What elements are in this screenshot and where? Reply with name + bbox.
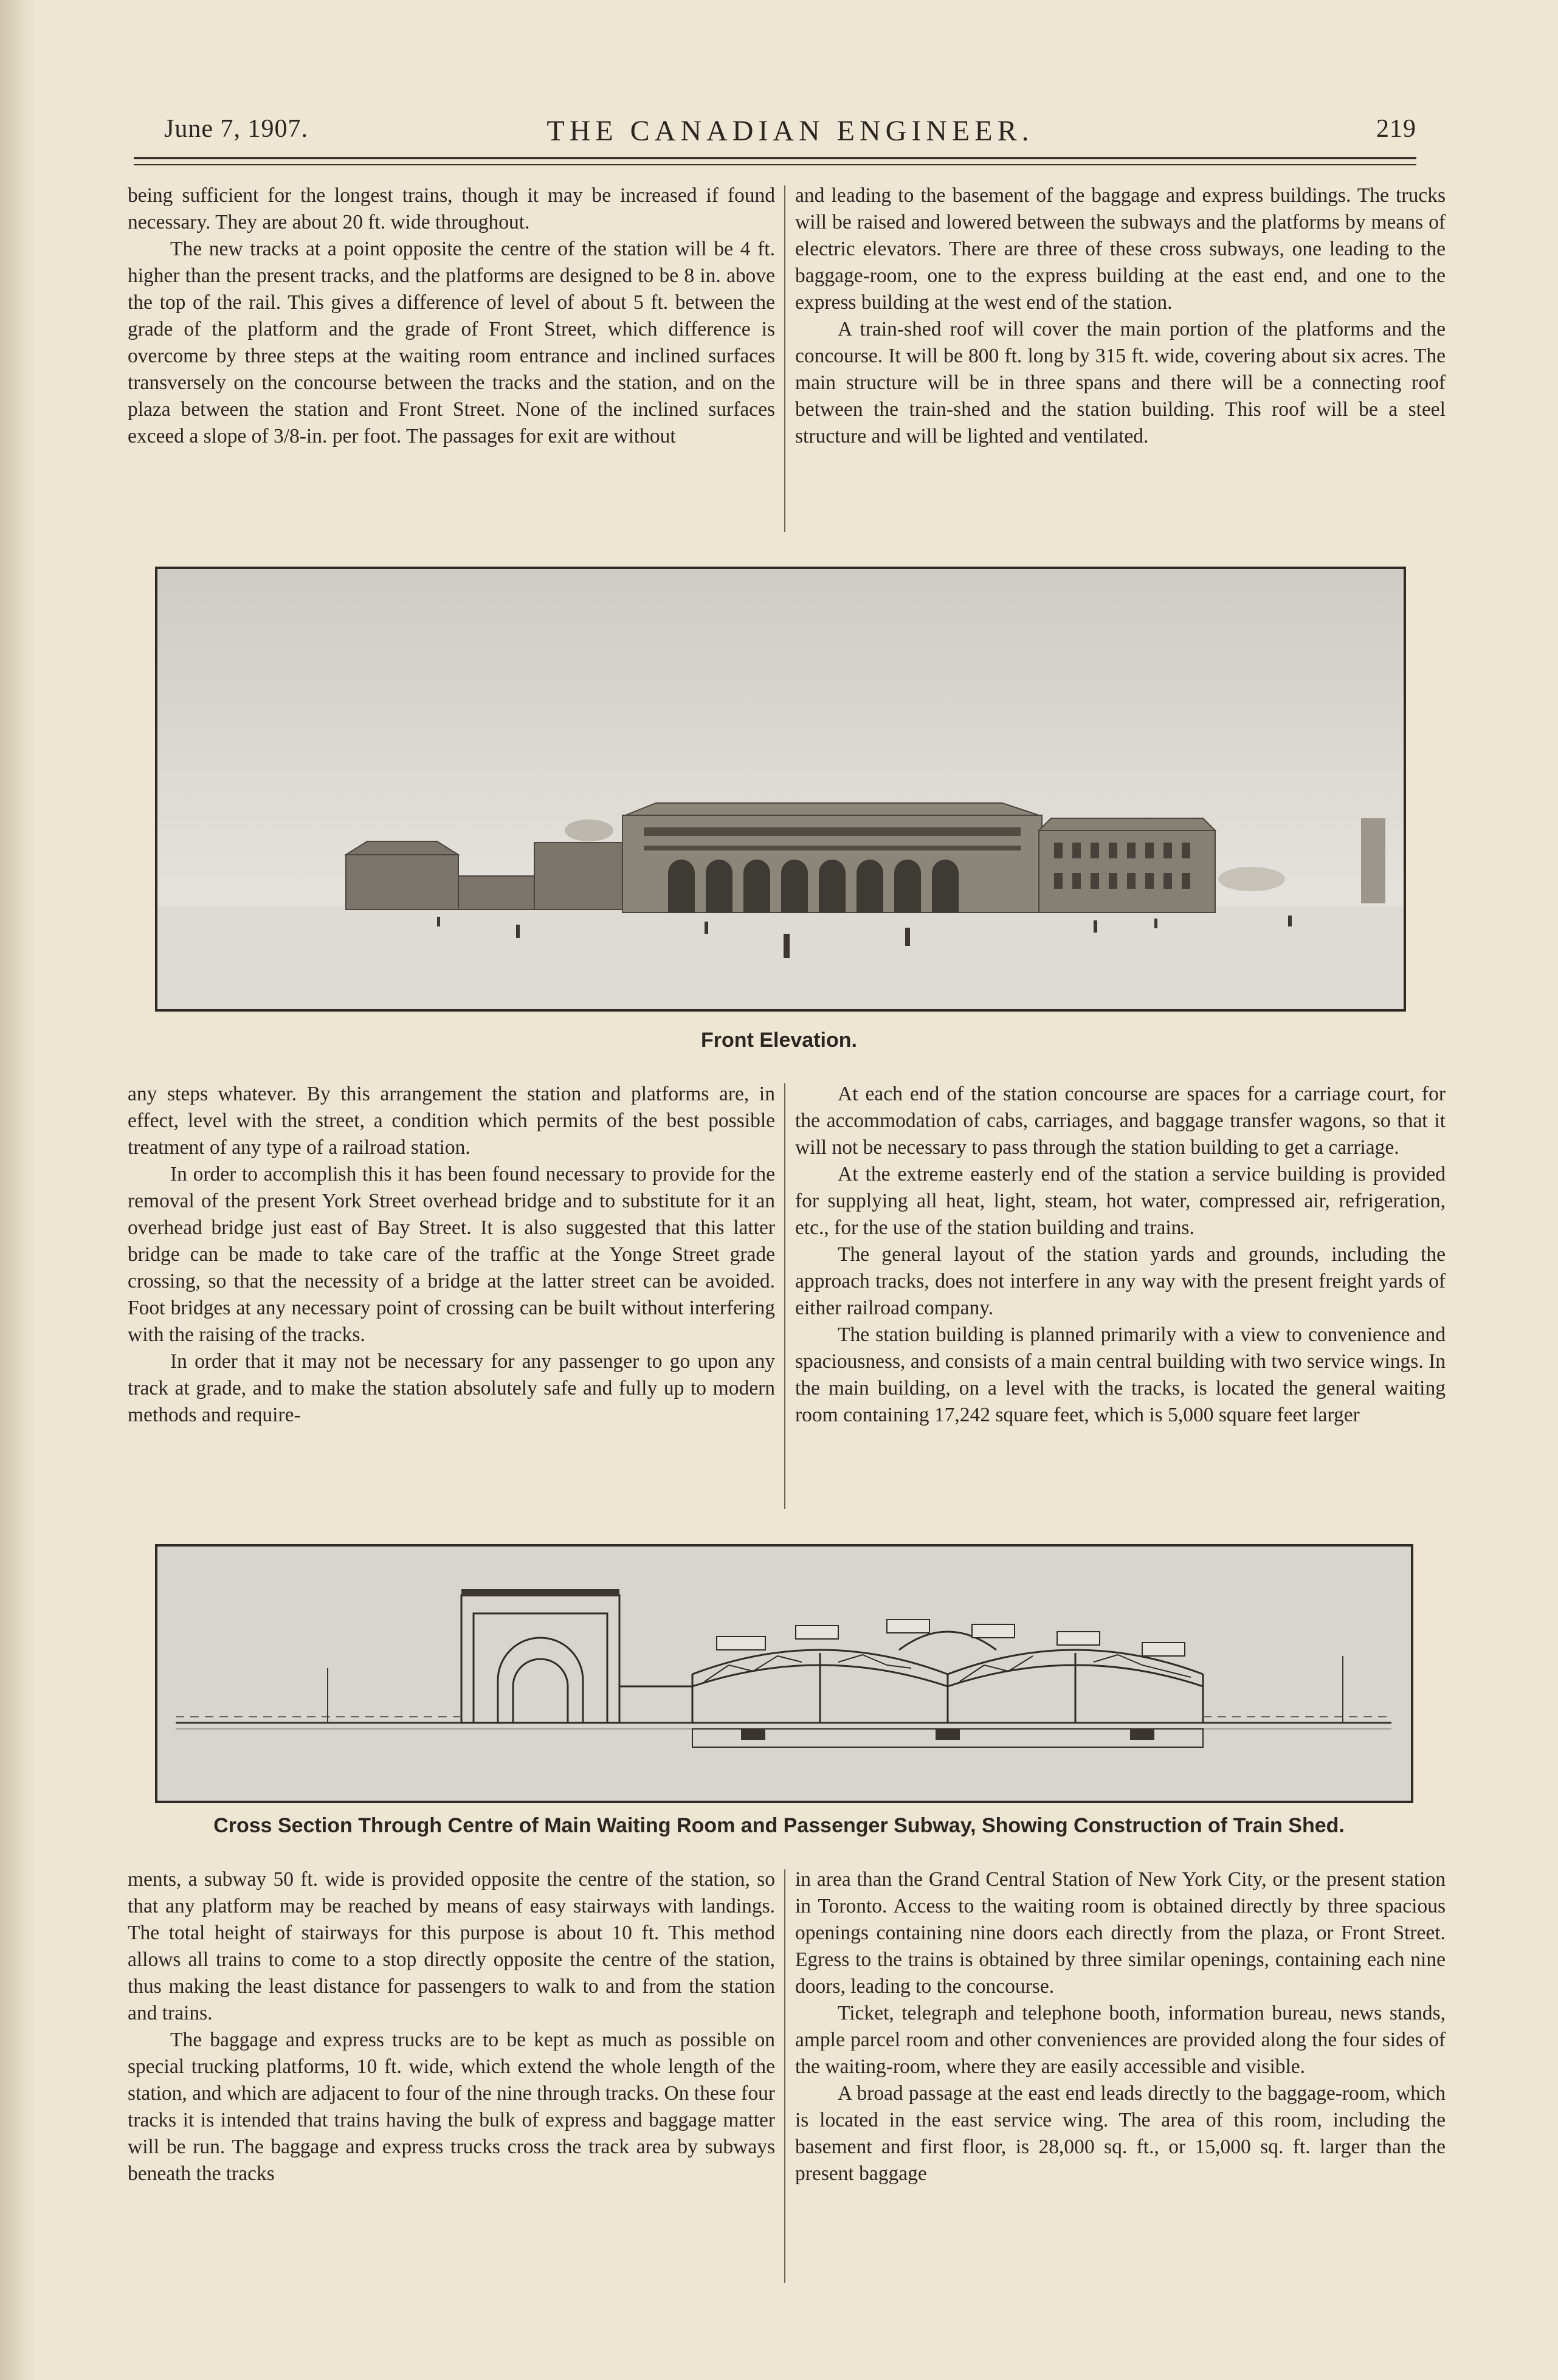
top-left-column	[128, 182, 775, 450]
header-rule	[134, 157, 1416, 159]
page-number: 219	[1376, 115, 1416, 143]
header-rule-thin	[134, 164, 1416, 165]
column-divider	[784, 1869, 785, 2283]
front-elevation-figure	[155, 567, 1406, 1012]
paragraph: At the extreme easterly end of the station a service building is provided for supplying all heat, light, steam, hot water, compressed air, refrigeration, etc., for the use of the station building and trains.	[795, 1163, 1446, 1239]
cross-section-caption: Cross Section Through Centre of Main Waiting Room and Passenger Subway, Showing Construction of Train Shed.	[213, 1814, 1345, 1837]
paragraph: ments, a subway 50 ft. wide is provided opposite the centre of the station, so that any platform may be reached by means of easy stairways with landings. The total height of stairways for this purpose is about 10 ft. This method allows all trains to come to a stop directly opposite the centre of the station, thus making the least distance for passengers to walk to and from the station and trains.	[128, 1868, 775, 2024]
paragraph: in area than the Grand Central Station of New York City, or the present station in Toronto. Access to the waiting room is obtained directly by three spacious openings containing nine doors each directly from the plaza, or Front Street. Egress to the trains is obtained by three similar openings, containing each nine doors, leading to the concourse.	[795, 1868, 1446, 1998]
paragraph: The new tracks at a point opposite the centre of the station will be 4 ft. higher than the present tracks, and the platforms are designed to be 8 in. above the top of the rail. This gives a difference of level of about 5 ft. between the grade of the platform and the grade of Front Street, which difference is overcome by three steps at the waiting room entrance and inclined surfaces transversely on the concourse between the tracks and the station, and on the plaza between the station and Front Street. None of the inclined surfaces exceed a slope of 3/8-in. per foot. The passages for exit are without	[128, 238, 775, 447]
paragraph: Ticket, telegraph and telephone booth, information bureau, news stands, ample parcel room and other conveniences are provided along the four sides of the waiting-room, where they are easily accessible and visible.	[795, 2002, 1446, 2078]
bottom-right-column	[795, 1866, 1446, 2187]
page-binding-edge	[0, 0, 36, 2380]
paragraph: The general layout of the station yards and grounds, including the approach tracks, does not interfere in any way with the present freight yards of either railroad company.	[795, 1243, 1446, 1319]
middle-left-column	[128, 1081, 775, 1429]
paragraph: At each end of the station concourse are spaces for a carriage court, for the accommodation of cabs, carriages, and baggage transfer wagons, so that it will not be necessary to pass through the station building to get a carriage.	[795, 1083, 1446, 1159]
paragraph: The station building is planned primarily with a view to convenience and spaciousness, and consists of a main central building with two service wings. In the main building, on a level with the tracks, is located the general waiting room containing 17,242 square feet, which is 5,000 square feet larger	[795, 1323, 1446, 1426]
column-divider	[784, 185, 785, 532]
paragraph: In order to accomplish this it has been found necessary to provide for the removal of the present York Street overhead bridge and to substitute for it an overhead bridge just east of Bay Street. It is also suggested that this latter bridge can be made to take care of the traffic at the Yonge Street grade crossing, so that the necessity of a bridge at the latter street can be avoided. Foot bridges at any necessary point of crossing can be built without interfering with the raising of the tracks.	[128, 1163, 775, 1346]
paragraph: In order that it may not be necessary for any passenger to go upon any track at grade, and to make the station absolutely safe and fully up to modern methods and require-	[128, 1350, 775, 1426]
paragraph: and leading to the basement of the baggage and express buildings. The trucks will be raised and lowered between the subways and the platforms by means of electric elevators. There are three of these cross subways, one leading to the baggage-room, one to the express building at the east end, and one to the express building at the west end of the station.	[795, 184, 1446, 314]
cross-section-drawing	[157, 1547, 1411, 1801]
middle-right-column	[795, 1081, 1446, 1429]
paragraph: A broad passage at the east end leads directly to the baggage-room, which is located in the east service wing. The area of this room, including the basement and first floor, is 28,000 sq. ft., or 15,000 sq. ft. larger than the present baggage	[795, 2082, 1446, 2185]
cross-section-figure	[155, 1544, 1413, 1803]
journal-title: THE CANADIAN ENGINEER.	[546, 115, 1034, 147]
paragraph: any steps whatever. By this arrangement the station and platforms are, in effect, level with the street, a condition which permits of the best possible treatment of any type of a railroad station.	[128, 1083, 775, 1159]
issue-date: June 7, 1907.	[164, 115, 308, 143]
column-divider	[784, 1083, 785, 1509]
front-elevation-caption: Front Elevation.	[701, 1029, 857, 1052]
top-right-column	[795, 182, 1446, 450]
front-elevation-drawing	[157, 569, 1404, 1009]
paragraph: The baggage and express trucks are to be kept as much as possible on special trucking platforms, 10 ft. wide, which extend the whole length of the station, and which are adjacent to four of the nine through tracks. On these four tracks it is intended that trains having the bulk of express and baggage matter will be run. The baggage and express trucks cross the track area by subways beneath the tracks	[128, 2029, 775, 2185]
paragraph: A train-shed roof will cover the main portion of the platforms and the concourse. It will be 800 ft. long by 315 ft. wide, covering about six acres. The main structure will be in three spans and there will be a connecting roof between the train-shed and the station building. This roof will be a steel structure and will be lighted and ventilated.	[795, 318, 1446, 447]
bottom-left-column	[128, 1866, 775, 2187]
running-head	[164, 114, 1416, 157]
paragraph: being sufficient for the longest trains, though it may be increased if found necessary. They are about 20 ft. wide throughout.	[128, 184, 775, 233]
